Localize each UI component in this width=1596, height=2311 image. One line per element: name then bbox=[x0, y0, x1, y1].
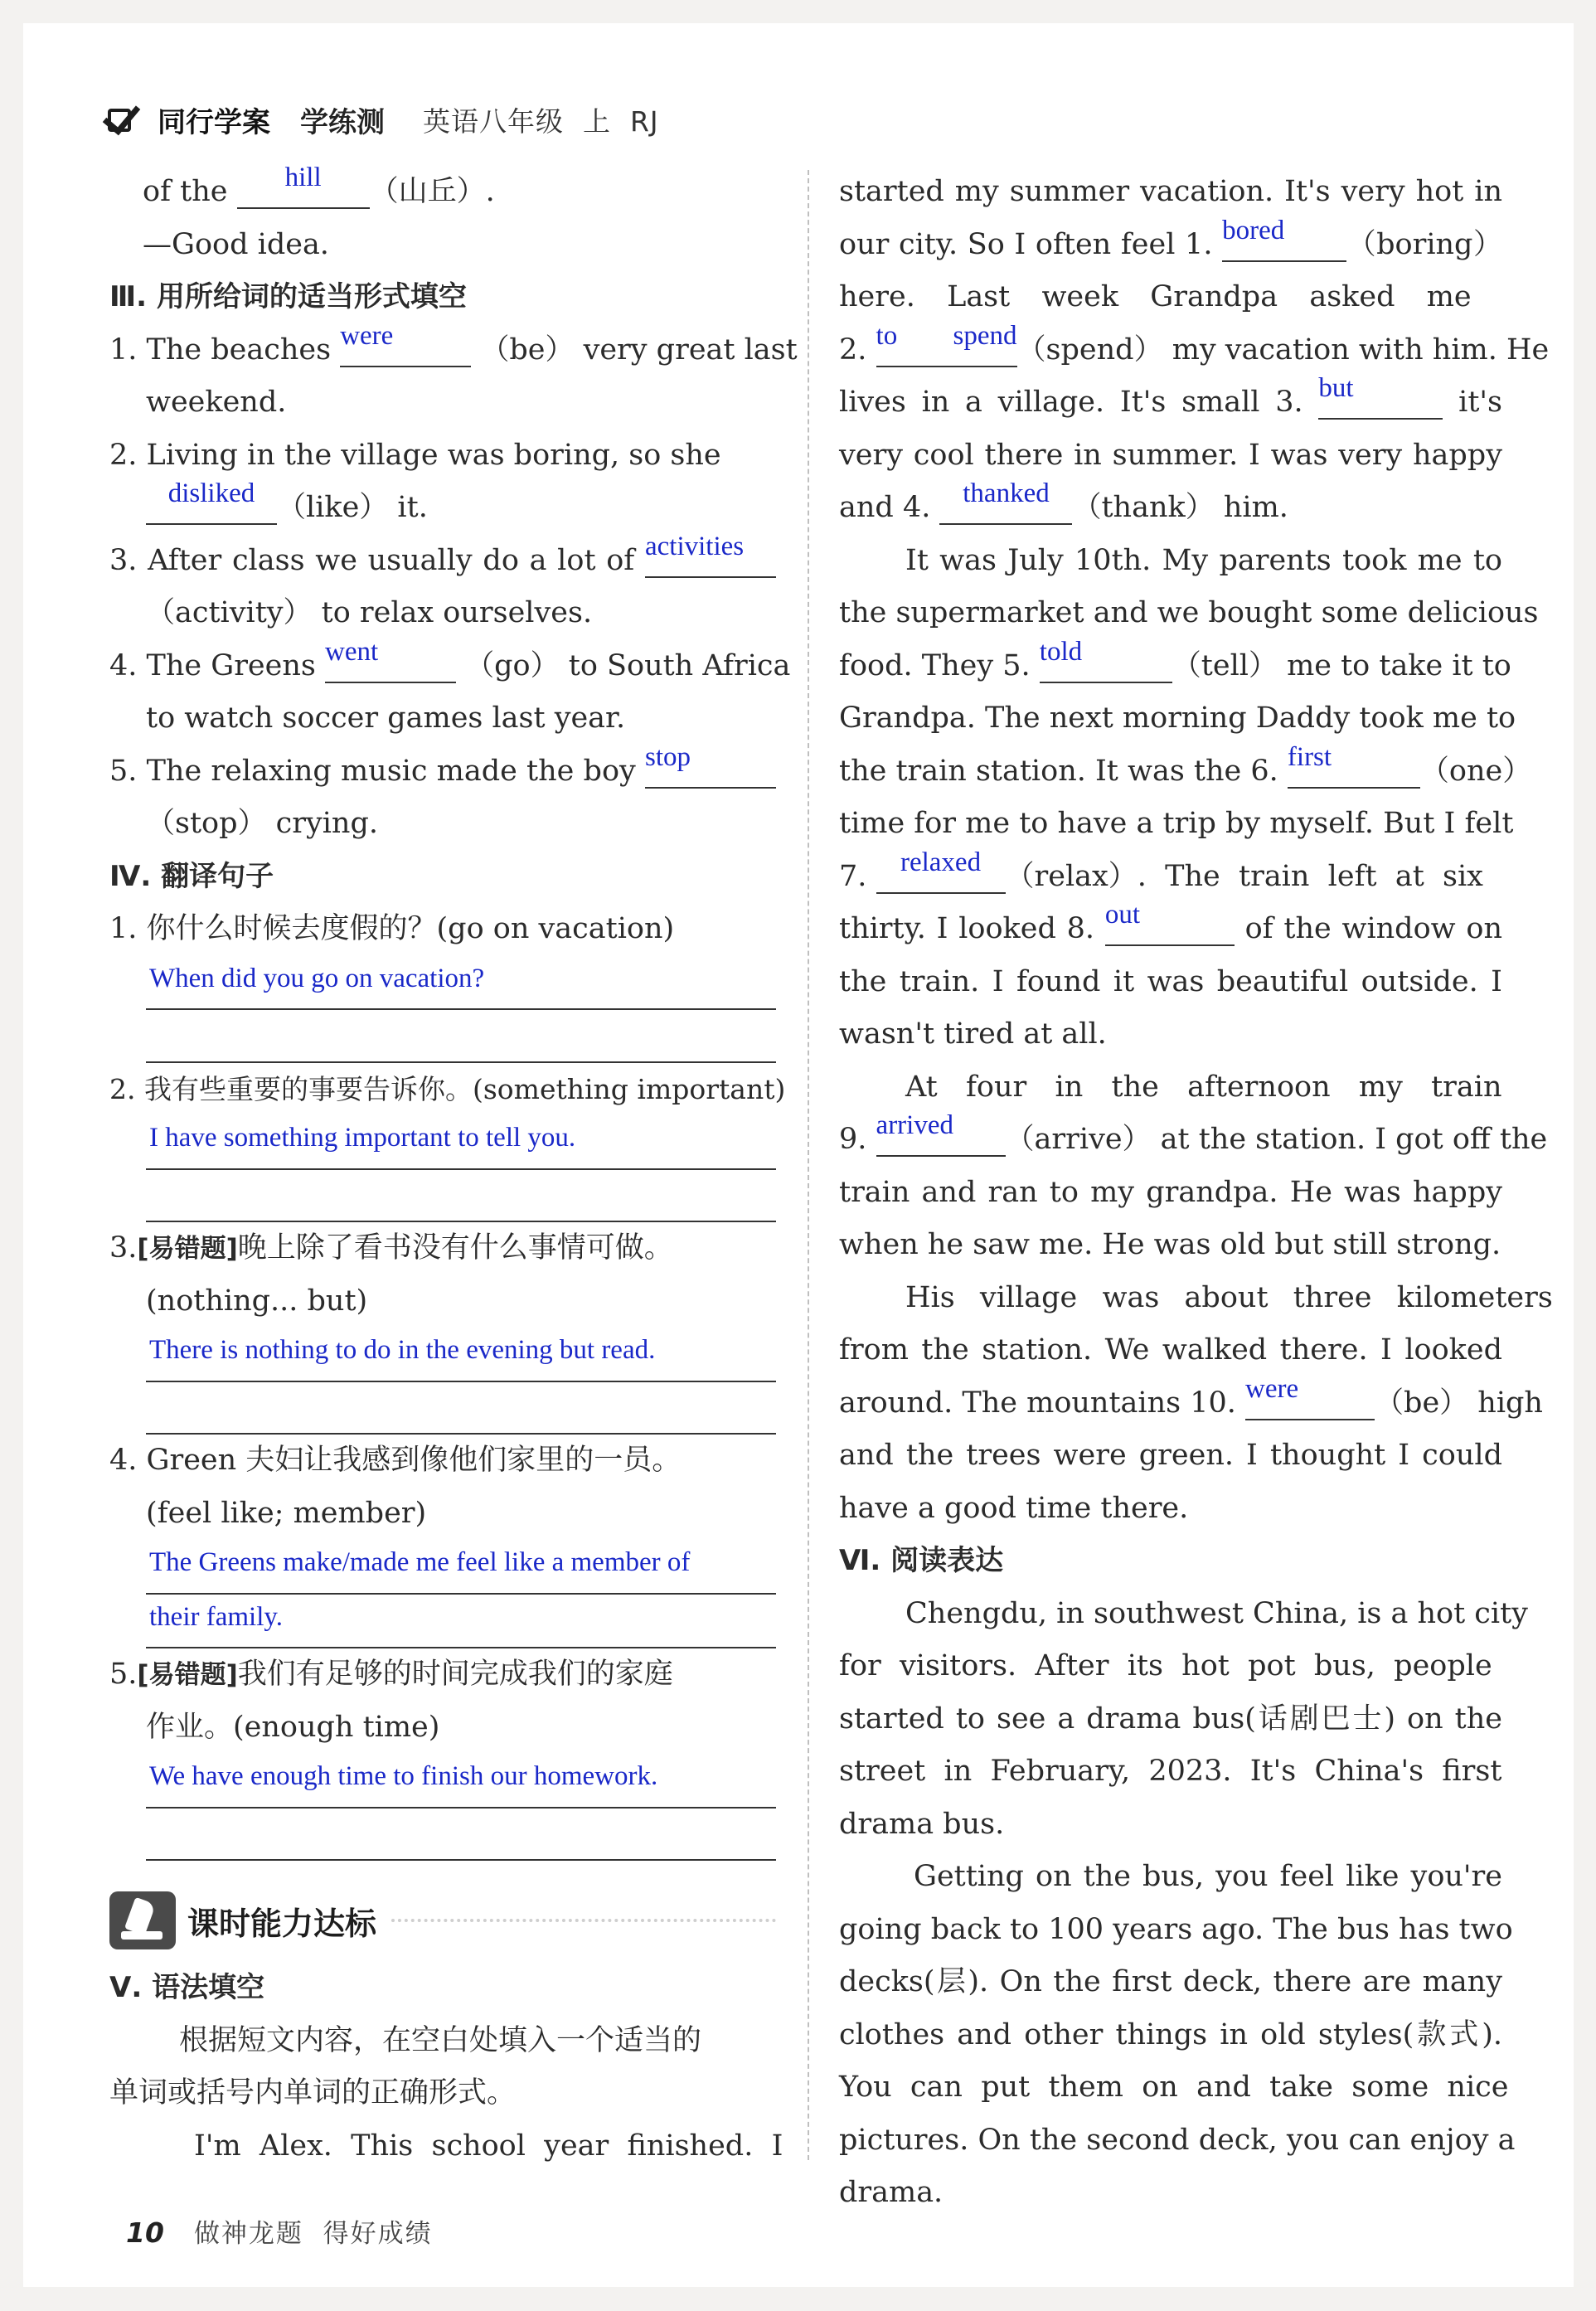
answer-line: their family. bbox=[146, 1595, 776, 1649]
section-3-questions: 1. The beaches were （be） very great last weekend. 2. Living in the village was boring, so she disliked （like） it. 3. After class we usually do a lot of activities （activity） to relax ourselves. 4. The Greens went （go） to South Africa to watch soccer games last year. 5. The relaxing music made the boy stop （stop） crying. bbox=[109, 320, 798, 840]
question-3-5: 5. The relaxing music made the boy stop bbox=[109, 745, 776, 799]
footer-slogan: 做神龙题 得好成绩 bbox=[193, 2219, 433, 2249]
question-3-1: 1. The beaches were （be） very great last bbox=[109, 320, 798, 367]
answer-line: When did you go on vacation? bbox=[146, 956, 776, 1011]
question-3-3: 3. After class we usually do a lot of activities bbox=[109, 535, 776, 588]
answer-blank: hill bbox=[237, 177, 370, 209]
question-3-2: 2. Living in the village was boring, so she bbox=[109, 438, 721, 472]
page-number: 10 bbox=[126, 2216, 164, 2249]
header-meta: 英语八年级 上 RJ bbox=[423, 104, 659, 138]
left-column bbox=[109, 163, 798, 1861]
error-prone-tag: [易错题] bbox=[137, 1234, 238, 1264]
section-3-title: Ⅲ. 用所给词的适当形式填空 bbox=[109, 280, 467, 313]
question-4-4: 4. Green 夫妇让我感到像他们家里的一员。 bbox=[109, 1444, 682, 1477]
question-4-2: 2. 我有些重要的事要告诉你。(something important) bbox=[109, 1072, 786, 1105]
answer-line: The Greens make/made me feel like a member of bbox=[146, 1540, 776, 1595]
page-footer bbox=[126, 2212, 433, 2250]
column-divider bbox=[808, 170, 809, 2160]
answer-line-empty bbox=[146, 1010, 776, 1063]
pen-icon bbox=[109, 1891, 176, 1949]
section-banner bbox=[109, 1889, 776, 1952]
section-4-title: Ⅳ. 翻译句子 bbox=[109, 859, 274, 893]
answer-line: I have something important to tell you. bbox=[146, 1115, 776, 1170]
answer-line-empty bbox=[146, 1809, 776, 1862]
section-4-questions: 1. 你什么时候去度假的？(go on vacation) When did you go on vacation? 2. 我有些重要的事要告诉你。(something important) I have something important to tell you. 3.[易错题]晚上除了看书没有什么事情可做。 (nothing... but) There is nothing to do in the evening but read. 4. Green 夫妇让我感到像他们家里的一员。 (feel like; member) The Greens make/made me feel like a member of their family. 5.[易错题]我们有足够的时间完成我们的家庭 作业。(enough time) We have enough time to finish our homework. bbox=[109, 903, 776, 1861]
left-column-bottom bbox=[109, 1962, 783, 2173]
question-4-1: 1. 你什么时候去度假的？(go on vacation) bbox=[109, 912, 675, 945]
question-4-3: 3.[易错题]晚上除了看书没有什么事情可做。 bbox=[109, 1231, 673, 1265]
section-5-instruction-2: 单词或括号内单词的正确形式。 bbox=[109, 2076, 517, 2110]
header-brand: 同行学案 bbox=[158, 105, 270, 139]
check-logo-icon bbox=[108, 104, 139, 135]
answer-line-empty bbox=[146, 1170, 776, 1223]
answer-line: We have enough time to finish our homework. bbox=[146, 1754, 776, 1809]
question-4-5: 5.[易错题]我们有足够的时间完成我们的家庭 bbox=[109, 1658, 673, 1691]
error-prone-tag: [易错题] bbox=[137, 1660, 238, 1690]
answer-line-empty bbox=[146, 1382, 776, 1435]
passage-start: I'm Alex. This school year finished. I bbox=[194, 2129, 783, 2163]
question-3-4: 4. The Greens went （go） to South Africa bbox=[109, 636, 791, 682]
section-5-title: Ⅴ. 语法填空 bbox=[109, 1971, 265, 2004]
right-column: started my summer vacation. It's very hot in our city. So I often feel 1. bored （boring） here. Last week Grandpa asked me 2. to spend（spend） my vacation with him. He lives in a village. It's small 3. but it's very cool there in summer. I was very happy and 4. thanked （thank） him. It was July 10th. My parents took me to the supermarket and we bought some delicious food. They 5. told （tell） me to take it to Grandpa. The next morning Daddy took me to the train station. It was the 6. first （one） time for me to have a trip by myself. But I felt 7. relaxed （relax）. The train left at six thirty. I looked 8. out of the window on the train. I found it was beautiful outside. I wasn't tired at all. At four in the afternoon my train 9. arrived （arrive） at the station. I got off the train and ran to my grandpa. He was happy when he saw me. He was old but still strong. His village was about three kilometers from the station. We walked there. I looked around. The mountains 10. were （be） high and the trees were green. I thought I could have a good time there. Ⅵ. 阅读表达 Chengdu, in southwest China, is a hot city for visitors. After its hot pot bus, people started to see a drama bus(话剧巴士) on the street in February, 2023. It's China's first drama bus. Getting on the bus, you feel like you're going back to 100 years ago. The bus has two decks(层). On the first deck, there are many clothes and other things in old styles(款式). You can put them on and take some nice pictures. On the second deck, you can enjoy a drama. bbox=[839, 175, 1553, 2209]
carry-line: of the hill （山丘）. bbox=[143, 163, 495, 208]
header-subtitle: 学练测 bbox=[300, 105, 385, 139]
banner-title: 课时能力达标 bbox=[187, 1905, 377, 1942]
section-6-title: Ⅵ. 阅读表达 bbox=[839, 1544, 1004, 1577]
page-header bbox=[108, 98, 659, 141]
carry-reply: —Good idea. bbox=[143, 227, 329, 261]
answer-line: There is nothing to do in the evening but read. bbox=[146, 1328, 776, 1382]
section-5-instruction: 根据短文内容，在空白处填入一个适当的 bbox=[179, 2023, 702, 2057]
